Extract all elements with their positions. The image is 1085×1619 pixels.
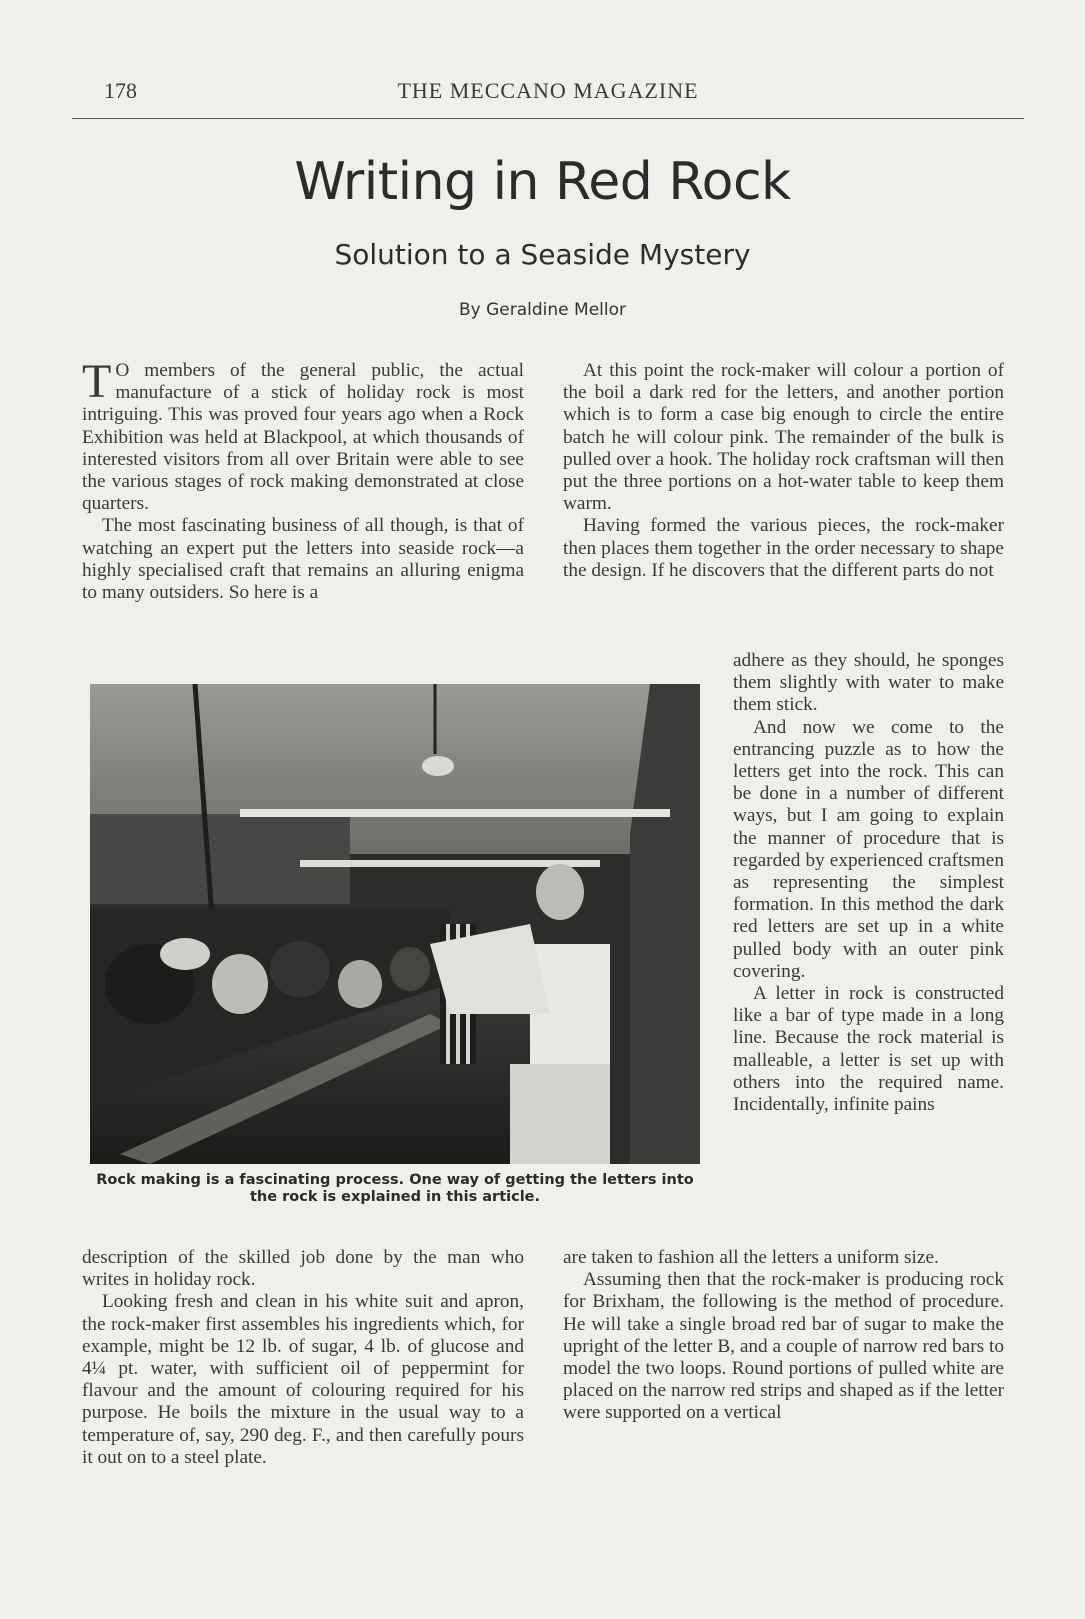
paragraph: Having formed the various pieces, the rock-maker then places them together in the order necessary to shape the design. If he discovers that the different parts do not [563, 515, 1004, 581]
drop-cap: T [82, 355, 112, 408]
paragraph [82, 355, 524, 515]
column-right-wrap [733, 650, 1004, 1116]
paragraph: Assuming then that the rock-maker is producing rock for Brixham, the following is the method of procedure. He will take a single broad red bar of sugar to make the upright of the letter B, and a couple of narrow red bars to model the two loops. Round portions of pulled white are placed on the narrow red strips and shaped as if the letter were supported on a vertical [563, 1269, 1004, 1424]
article-subtitle: Solution to a Seaside Mystery [334, 238, 751, 271]
paragraph-text: O members of the general public, the actual manufacture of a stick of holiday rock is most intriguing. This was proved four years ago when a Rock Exhibition was held at Blackpool, at which thousands of interested visitors from all over Britain were able to see the various stages of rock making demonstrated at close quarters. [82, 360, 524, 515]
page-number: 178 [104, 78, 137, 103]
paragraph-continuation: are taken to fashion all the letters a uniform size. [563, 1247, 939, 1268]
article-title: Writing in Red Rock [294, 152, 791, 212]
paragraph: The most fascinating business of all though, is that of watching an expert put the letters into seaside rock—a highly specialised craft that remains an alluring enigma to many outsiders. So here is a [82, 515, 524, 604]
column-left-bottom [82, 1247, 524, 1469]
paragraph-continuation: adhere as they should, he sponges them slightly with water to make them stick. [733, 650, 1004, 716]
photo-caption: Rock making is a fascinating process. One way of getting the letters into the rock is explained in this article. [96, 1172, 694, 1205]
paragraph: Looking fresh and clean in his white suit and apron, the rock-maker first assembles his ingredients which, for example, might be 12 lb. of sugar, 4 lb. of glucose and 4¼ pt. water, with sufficient oil of peppermint for flavour and the amount of colouring required for his purpose. He boils the mixture in the usual way to a temperature of, say, 290 deg. F., and then carefully pours it out on to a steel plate. [82, 1291, 524, 1468]
column-right-bottom [563, 1247, 1004, 1425]
paragraph: And now we come to the entrancing puzzle as to how the letters get into the rock. This can be done in a number of different ways, but I am going to explain the manner of procedure that is regarded by experienced craftsmen as representing the simplest formation. In this method the dark red letters are set up in a white pulled body with an outer pink covering. [733, 716, 1004, 982]
rock-making-photo [90, 684, 700, 1164]
magazine-title: THE MECCANO MAGAZINE [397, 78, 699, 103]
byline: By Geraldine Mellor [458, 300, 626, 320]
column-left-top [82, 355, 524, 604]
paragraph-continuation: description of the skilled job done by the man who writes in holiday rock. [82, 1247, 524, 1291]
paragraph: At this point the rock-maker will colour a portion of the boil a dark red for the letters, and another portion which is to form a case big enough to circle the entire batch he will colour pink. The remainder of the bulk is pulled over a hook. The holiday rock craftsman will then put the three portions on a hot-water table to keep them warm. [563, 360, 1004, 515]
paragraph: A letter in rock is constructed like a bar of type made in a long line. Because the rock material is malleable, a letter is set up with others into the required name. Incidentally, infinite pains [733, 983, 1004, 1116]
column-right-top [563, 360, 1004, 582]
page-header [72, 78, 1024, 119]
photo-illustration [90, 684, 700, 1164]
